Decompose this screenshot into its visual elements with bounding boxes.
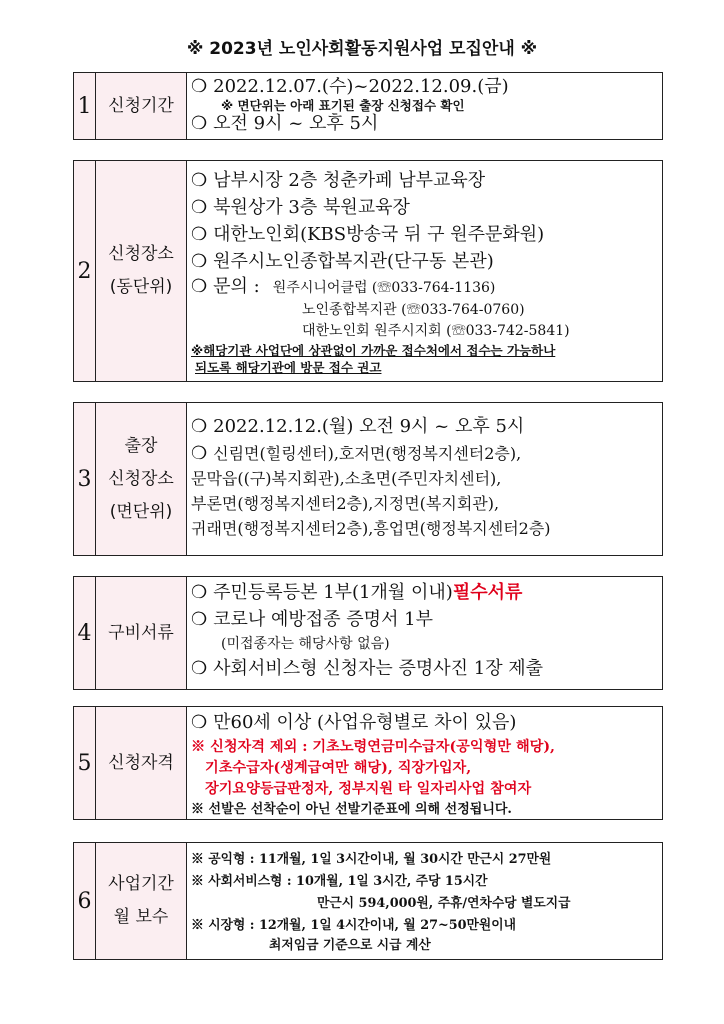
label-line: 구비서류 bbox=[108, 622, 174, 643]
circle-bullet-icon: ❍ bbox=[191, 197, 208, 218]
content-line: ❍ 원주시노인종합복지관(단구동 본관) bbox=[191, 248, 658, 275]
page-title: ※ 2023년 노인사회활동지원사업 모집안내 ※ bbox=[186, 39, 538, 59]
section-label bbox=[96, 73, 187, 139]
content-line: ❍ 만60세 이상 (사업유형별로 차이 있음) bbox=[191, 709, 658, 737]
section-number: 6 bbox=[74, 843, 96, 959]
circle-bullet-icon: ❍ bbox=[191, 76, 208, 97]
content-line: 문막읍((구)복지회관),소초면(주민자치센터), bbox=[191, 469, 502, 488]
section-number: 3 bbox=[74, 403, 96, 555]
section-application-place bbox=[73, 160, 663, 382]
section-label bbox=[96, 577, 187, 689]
pay-line: ※ 공익형 : 11개월, 1일 3시간이내, 월 30시간 만근시 27만원 bbox=[191, 852, 552, 867]
label-line: (면단위) bbox=[109, 501, 173, 522]
circle-bullet-icon: ❍ bbox=[191, 582, 208, 603]
label-line: 사업기간 bbox=[108, 874, 174, 894]
content-line: ❍ 주민등록등본 1부(1개월 이내)필수서류 bbox=[191, 579, 658, 606]
content-note: ※해당기관 사업단에 상관없이 가까운 접수처에서 접수는 가능하나 bbox=[191, 343, 556, 358]
exclusion-line: 기초수급자(생계급여만 해당), 직장가입자, bbox=[205, 760, 472, 776]
exclusion-line: 장기요양등급판정자, 정부지원 타 일자리사업 참여자 bbox=[205, 781, 532, 797]
section-eligibility bbox=[73, 706, 663, 820]
label-line: (동단위) bbox=[109, 277, 173, 297]
section-content bbox=[187, 403, 662, 555]
content-line: ❍ 코로나 예방접종 증명서 1부 bbox=[191, 606, 658, 633]
section-period-and-pay bbox=[73, 842, 663, 960]
pay-line: ※ 사회서비스형 : 10개월, 1일 3시간, 주당 15시간 bbox=[191, 874, 488, 889]
pay-line: 만근시 594,000원, 주휴/연차수당 별도지급 bbox=[317, 896, 571, 911]
section-number: 2 bbox=[74, 161, 96, 381]
contact-line: ❍ 문의 : 원주시니어클럽 (☏033-764-1136) bbox=[191, 276, 496, 297]
content-line: ❍ 오전 9시 ~ 오후 5시 bbox=[191, 112, 379, 134]
content-line: ❍ 2022.12.07.(수)~2022.12.09.(금) bbox=[191, 76, 509, 97]
circle-bullet-icon: ❍ bbox=[191, 224, 208, 245]
section-label bbox=[96, 843, 187, 959]
label-line: 신청자격 bbox=[108, 752, 174, 773]
content-note: (미접종자는 해당사항 없음) bbox=[221, 636, 390, 652]
content-line: ❍ 신림면(힐링센터),호저면(행정복지센터2층), bbox=[191, 443, 522, 464]
exclusion-line: ※ 신청자격 제외 : 기초노령연금미수급자(공익형만 해당), bbox=[191, 739, 556, 755]
section-number: 1 bbox=[74, 73, 96, 139]
section-content bbox=[187, 161, 662, 381]
content-line: ❍ 남부시장 2층 청춘카페 남부교육장 bbox=[191, 167, 658, 194]
contact-line: 노인종합복지관 (☏033-764-0760) bbox=[302, 302, 525, 318]
content-line: ❍ 사회서비스형 신청자는 증명사진 1장 제출 bbox=[191, 655, 658, 683]
content-line: 귀래면(행정복지센터2층),흥업면(행정복지센터2층) bbox=[191, 519, 551, 538]
content-line: ❍ 북원상가 3층 북원교육장 bbox=[191, 194, 658, 221]
content-note: 되도록 해당기관에 방문 접수 권고 bbox=[195, 360, 382, 375]
circle-bullet-icon: ❍ bbox=[191, 609, 208, 630]
label-line: 월 보수 bbox=[113, 907, 169, 927]
pay-line: 최저임금 기준으로 시급 계산 bbox=[269, 938, 431, 953]
circle-bullet-icon: ❍ bbox=[191, 416, 208, 437]
section-required-documents bbox=[73, 576, 663, 690]
section-content bbox=[187, 577, 662, 689]
content-line: 부론면(행정복지센터2층),지정면(복지회관), bbox=[191, 494, 500, 513]
circle-bullet-icon: ❍ bbox=[191, 443, 208, 464]
label-line: 신청장소 bbox=[108, 244, 174, 264]
section-label bbox=[96, 161, 187, 381]
circle-bullet-icon: ❍ bbox=[191, 170, 208, 191]
section-label bbox=[96, 403, 187, 555]
section-number: 4 bbox=[74, 577, 96, 689]
required-badge: 필수서류 bbox=[452, 582, 523, 603]
label-line: 출장 bbox=[124, 435, 158, 456]
pay-line: ※ 시장형 : 12개월, 1일 4시간이내, 월 27~50만원이내 bbox=[191, 918, 516, 933]
content-line: ❍ 대한노인회(KBS방송국 뒤 구 원주문화원) bbox=[191, 221, 658, 248]
section-content bbox=[187, 707, 662, 819]
circle-bullet-icon: ❍ bbox=[191, 112, 208, 134]
label-line: 신청장소 bbox=[108, 468, 174, 489]
section-content bbox=[187, 73, 662, 139]
section-number: 5 bbox=[74, 707, 96, 819]
contact-line: 대한노인회 원주시지회 (☏033-742-5841) bbox=[302, 323, 570, 339]
content-line: ❍ 2022.12.12.(월) 오전 9시 ~ 오후 5시 bbox=[191, 413, 658, 441]
circle-bullet-icon: ❍ bbox=[191, 251, 208, 272]
section-field-application bbox=[73, 402, 663, 556]
content-note: ※ 면단위는 아래 표기된 출장 신청접수 확인 bbox=[221, 97, 465, 113]
section-application-period bbox=[73, 72, 663, 140]
section-label bbox=[96, 707, 187, 819]
label-line: 신청기간 bbox=[108, 95, 174, 116]
section-content bbox=[187, 843, 662, 959]
circle-bullet-icon: ❍ bbox=[191, 276, 208, 297]
content-note: ※ 선발은 선착순이 아닌 선발기준표에 의해 선정됩니다. bbox=[191, 802, 512, 817]
circle-bullet-icon: ❍ bbox=[191, 658, 208, 679]
circle-bullet-icon: ❍ bbox=[191, 712, 208, 733]
